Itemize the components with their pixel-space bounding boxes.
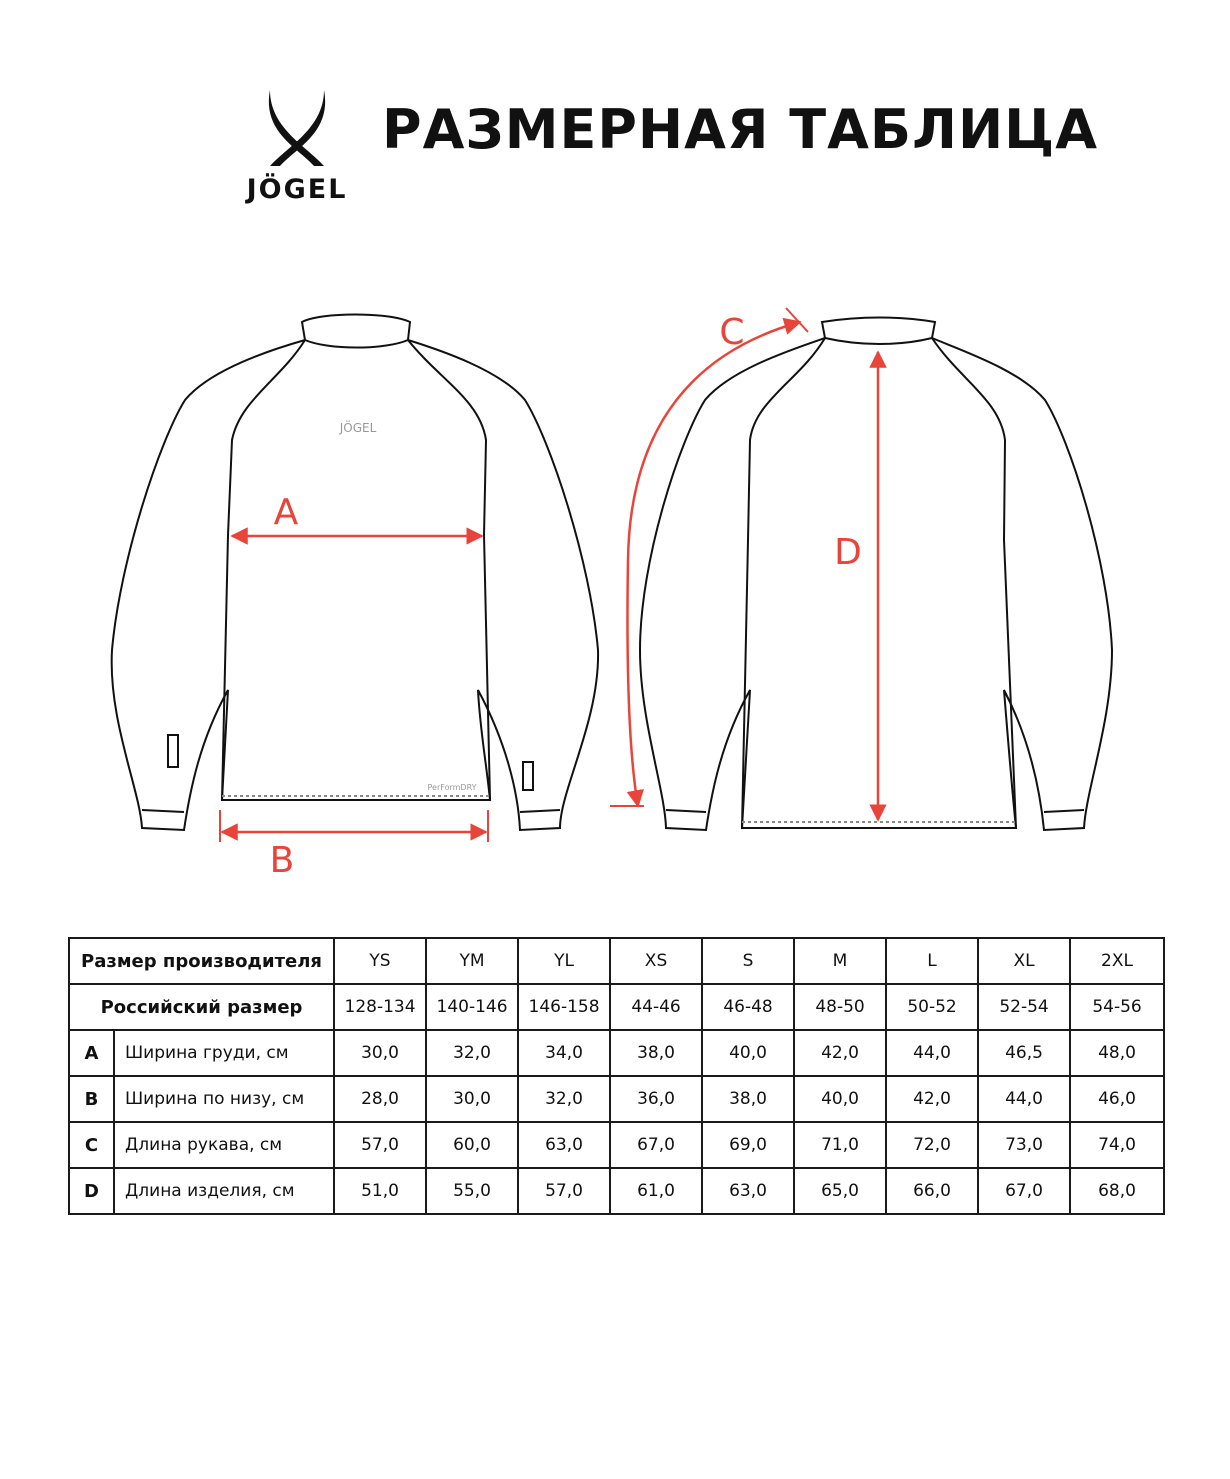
value-cell: 68,0	[1070, 1168, 1164, 1214]
size-cell: S	[702, 938, 794, 984]
value-cell: 30,0	[426, 1076, 518, 1122]
russian-size-cell: 44-46	[610, 984, 702, 1030]
table-row	[69, 1168, 1164, 1214]
russian-size-cell: 48-50	[794, 984, 886, 1030]
value-cell: 72,0	[886, 1122, 978, 1168]
size-table	[68, 937, 1165, 1215]
front-shirt-icon	[112, 315, 598, 831]
measure-a-label: A	[273, 492, 299, 533]
brand-logo	[232, 88, 362, 208]
russian-size-cell: 54-56	[1070, 984, 1164, 1030]
value-cell: 67,0	[610, 1122, 702, 1168]
size-cell: M	[794, 938, 886, 984]
value-cell: 36,0	[610, 1076, 702, 1122]
table-row	[69, 1122, 1164, 1168]
value-cell: 44,0	[978, 1076, 1070, 1122]
value-cell: 34,0	[518, 1030, 610, 1076]
russian-size-cell: 50-52	[886, 984, 978, 1030]
header-manufacturer: Размер производителя	[69, 938, 334, 984]
russian-size-cell: 52-54	[978, 984, 1070, 1030]
page-title: РАЗМЕРНАЯ ТАБЛИЦА	[382, 98, 1099, 161]
russian-size-cell: 140-146	[426, 984, 518, 1030]
row-letter: C	[69, 1122, 114, 1168]
value-cell: 48,0	[1070, 1030, 1164, 1076]
back-shirt-icon	[640, 318, 1112, 831]
chest-logo-text: JÖGEL	[339, 421, 377, 435]
size-cell: YS	[334, 938, 426, 984]
size-cell: YL	[518, 938, 610, 984]
table-row	[69, 1076, 1164, 1122]
size-cell: XL	[978, 938, 1070, 984]
measure-c-label: C	[719, 312, 745, 353]
value-cell: 32,0	[426, 1030, 518, 1076]
row-letter: A	[69, 1030, 114, 1076]
value-cell: 46,5	[978, 1030, 1070, 1076]
value-cell: 60,0	[426, 1122, 518, 1168]
russian-size-cell: 128-134	[334, 984, 426, 1030]
value-cell: 73,0	[978, 1122, 1070, 1168]
value-cell: 28,0	[334, 1076, 426, 1122]
brand-name: JÖGEL	[246, 174, 348, 205]
value-cell: 55,0	[426, 1168, 518, 1214]
value-cell: 40,0	[794, 1076, 886, 1122]
hem-mark-text: PerFormDRY	[427, 783, 477, 792]
row-label: Ширина по низу, см	[114, 1076, 334, 1122]
row-label: Длина изделия, см	[114, 1168, 334, 1214]
value-cell: 65,0	[794, 1168, 886, 1214]
row-letter: B	[69, 1076, 114, 1122]
value-cell: 46,0	[1070, 1076, 1164, 1122]
value-cell: 44,0	[886, 1030, 978, 1076]
measure-d-label: D	[834, 532, 862, 573]
value-cell: 32,0	[518, 1076, 610, 1122]
measure-b-label: B	[269, 840, 295, 881]
size-cell: 2XL	[1070, 938, 1164, 984]
value-cell: 38,0	[702, 1076, 794, 1122]
value-cell: 61,0	[610, 1168, 702, 1214]
value-cell: 42,0	[794, 1030, 886, 1076]
value-cell: 69,0	[702, 1122, 794, 1168]
table-header-row	[69, 938, 1164, 984]
value-cell: 63,0	[518, 1122, 610, 1168]
table-russian-row	[69, 984, 1164, 1030]
value-cell: 67,0	[978, 1168, 1070, 1214]
size-cell: YM	[426, 938, 518, 984]
value-cell: 38,0	[610, 1030, 702, 1076]
value-cell: 57,0	[334, 1122, 426, 1168]
value-cell: 74,0	[1070, 1122, 1164, 1168]
row-letter: D	[69, 1168, 114, 1214]
value-cell: 40,0	[702, 1030, 794, 1076]
brand-mark-icon	[266, 88, 328, 168]
value-cell: 57,0	[518, 1168, 610, 1214]
header-russian: Российский размер	[69, 984, 334, 1030]
russian-size-cell: 46-48	[702, 984, 794, 1030]
row-label: Ширина груди, см	[114, 1030, 334, 1076]
size-cell: XS	[610, 938, 702, 984]
value-cell: 30,0	[334, 1030, 426, 1076]
size-cell: L	[886, 938, 978, 984]
row-label: Длина рукава, см	[114, 1122, 334, 1168]
russian-size-cell: 146-158	[518, 984, 610, 1030]
value-cell: 63,0	[702, 1168, 794, 1214]
shirt-illustration	[0, 290, 1230, 890]
table-row	[69, 1030, 1164, 1076]
value-cell: 66,0	[886, 1168, 978, 1214]
value-cell: 51,0	[334, 1168, 426, 1214]
value-cell: 42,0	[886, 1076, 978, 1122]
value-cell: 71,0	[794, 1122, 886, 1168]
